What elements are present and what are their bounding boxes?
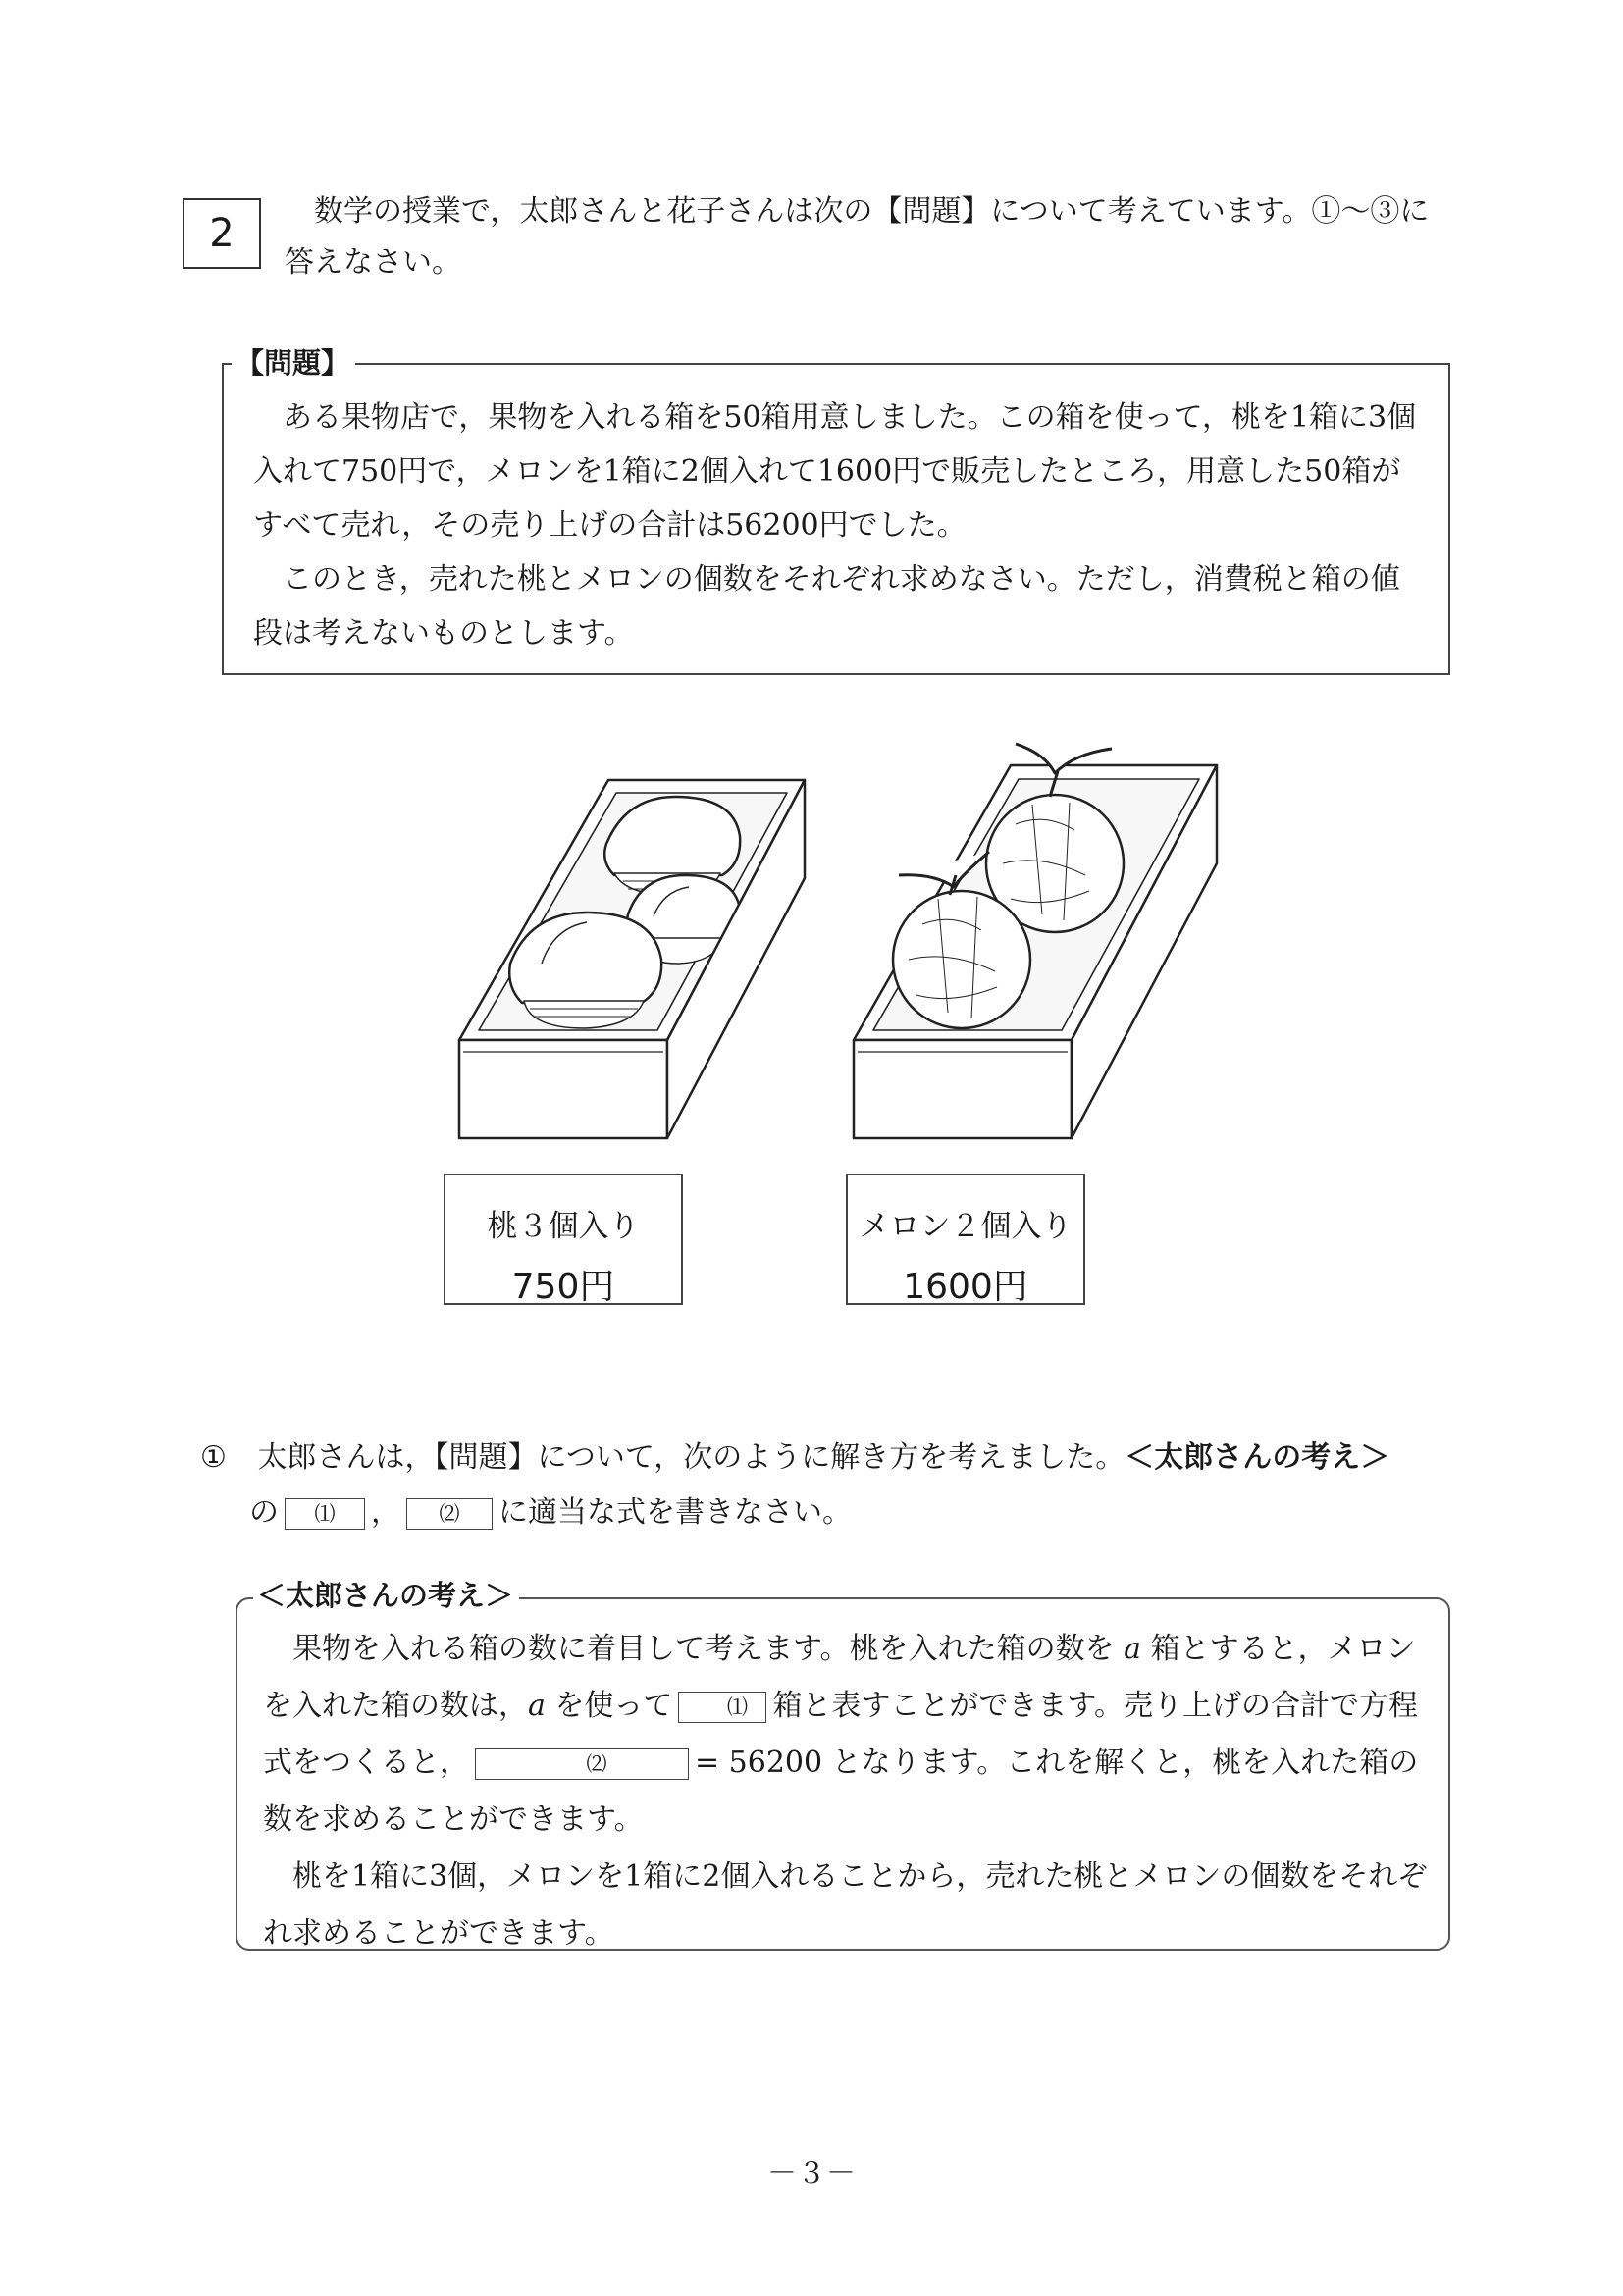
taro-blank-1: ⑴: [678, 1692, 766, 1723]
question-number: 2: [183, 198, 261, 269]
melon-price: 1600円: [903, 1267, 1028, 1307]
peach-box-image: [459, 780, 805, 1138]
taro-idea-label: ＜太郎さんの考え＞: [253, 1574, 519, 1614]
taro-p1-c: を使って: [554, 1689, 673, 1723]
taro-paragraph-2: 桃を1箱に3個，メロンを1箱に2個入れることから，売れた桃とメロンの個数をそれぞれ求めることができます。: [263, 1859, 1428, 1951]
sub-question-sep: ，: [371, 1495, 400, 1530]
melon-name: メロン２個入り: [859, 1209, 1073, 1244]
problem-label: 【問題】: [232, 341, 355, 382]
taro-p1-b: 箱とすると，メロンを入れた箱の数は，: [263, 1632, 1416, 1723]
taro-idea-box: [236, 1579, 1450, 1951]
variable-a: a: [528, 1689, 546, 1723]
melon-price-label: [846, 1174, 1085, 1305]
peach-price-label: [444, 1174, 683, 1305]
problem-paragraph-1: ある果物店で，果物を入れる箱を50箱用意しました。この箱を使って，桃を1箱に3個入れて750円で，メロンを1箱に2個入れて1600円で販売したところ，用意した50箱がすべて売れ，その売り上げの合計は56200円でした。: [253, 400, 1417, 543]
problem-paragraph-2: このとき，売れた桃とメロンの個数をそれぞれ求めなさい。ただし，消費税と箱の値段は考えないものとします。: [253, 562, 1400, 651]
problem-box: [222, 346, 1450, 675]
taro-p1-a: 果物を入れる箱の数に着目して考えます。桃を入れた箱の数を: [292, 1632, 1115, 1666]
peach-price: 750円: [511, 1267, 615, 1307]
sub-question-text-a: 太郎さんは，【問題】について，次のように解き方を考えました。: [257, 1440, 1126, 1475]
page-number: －３－: [767, 2157, 856, 2191]
sub-question-marker: ①: [200, 1440, 227, 1475]
taro-p1-d: 箱と表すことができます。売り上げの合計で方程式をつくると，: [263, 1689, 1419, 1780]
blank-1: ⑴: [285, 1498, 365, 1530]
taro-ref-label: ＜太郎さんの考え＞: [1125, 1440, 1390, 1475]
taro-p1-e: = 56200 となります。これを解くと，桃を入れた箱の数を求めることができます。: [263, 1746, 1419, 1837]
fruit-boxes-illustration: [432, 706, 1236, 1177]
peach-name: 桃３個入り: [487, 1209, 640, 1244]
sub-question-text-c: に適当な式を書きなさい。: [498, 1495, 852, 1530]
question-intro: 数学の授業で，太郎さんと花子さんは次の【問題】について考えています。①～③に答えなさい。: [285, 194, 1430, 280]
sub-question-1: [200, 1431, 1456, 1540]
taro-blank-2: ⑵: [475, 1748, 689, 1780]
taro-paragraph-1: [263, 1621, 1431, 1849]
blank-2: ⑵: [406, 1498, 493, 1530]
variable-a: a: [1124, 1632, 1142, 1666]
melon-box-image: [854, 744, 1217, 1138]
sub-question-text-b: の: [249, 1495, 279, 1530]
